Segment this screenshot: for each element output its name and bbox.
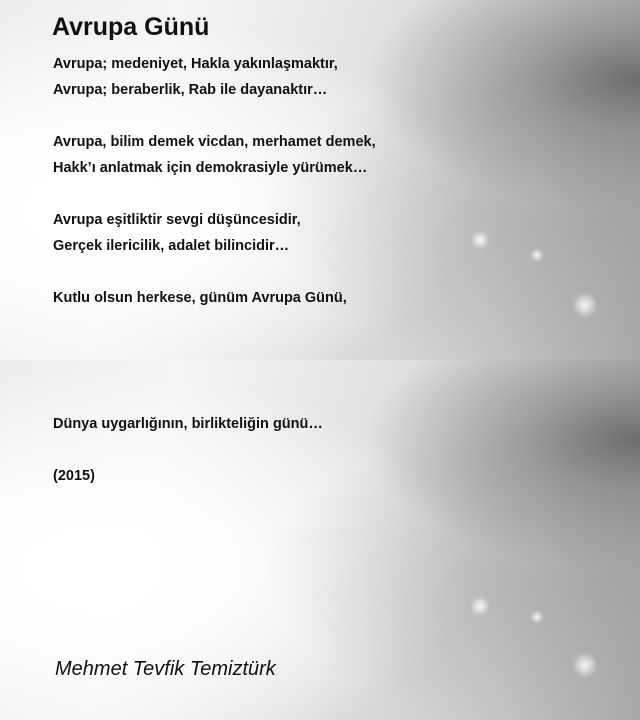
bokeh-light <box>530 610 544 624</box>
stanza-5 <box>53 411 323 437</box>
stanza-2 <box>53 129 376 181</box>
bokeh-light <box>470 596 490 616</box>
stanza-3 <box>53 207 301 259</box>
poem-line: Hakk’ı anlatmak için demokrasiyle yürümek… <box>53 160 368 176</box>
poem-page-bottom <box>0 360 640 720</box>
year-text: (2015) <box>53 468 95 484</box>
poem-line: Gerçek ilericilik, adalet bilincidir… <box>53 238 290 254</box>
stanza-1 <box>53 51 338 103</box>
stanza-4 <box>53 285 347 311</box>
poem-line: Avrupa; beraberlik, Rab ile dayanaktır… <box>53 82 328 98</box>
poem-line: Kutlu olsun herkese, günüm Avrupa Günü, <box>53 290 347 306</box>
poem-line: Avrupa; medeniyet, Hakla yakınlaşmaktır, <box>53 56 338 72</box>
bokeh-light <box>470 230 490 250</box>
poem-title: Avrupa Günü <box>52 13 210 41</box>
poem-year <box>53 463 95 489</box>
bokeh-light <box>572 652 598 678</box>
poem-line: Avrupa eşitliktir sevgi düşüncesidir, <box>53 212 301 228</box>
bokeh-light <box>572 292 598 318</box>
poem-line: Dünya uygarlığının, birlikteliğin günü… <box>53 416 323 432</box>
poem-author: Mehmet Tevfik Temiztürk <box>55 658 276 680</box>
poem-line: Avrupa, bilim demek vicdan, merhamet demek, <box>53 134 376 150</box>
bokeh-light <box>530 248 544 262</box>
